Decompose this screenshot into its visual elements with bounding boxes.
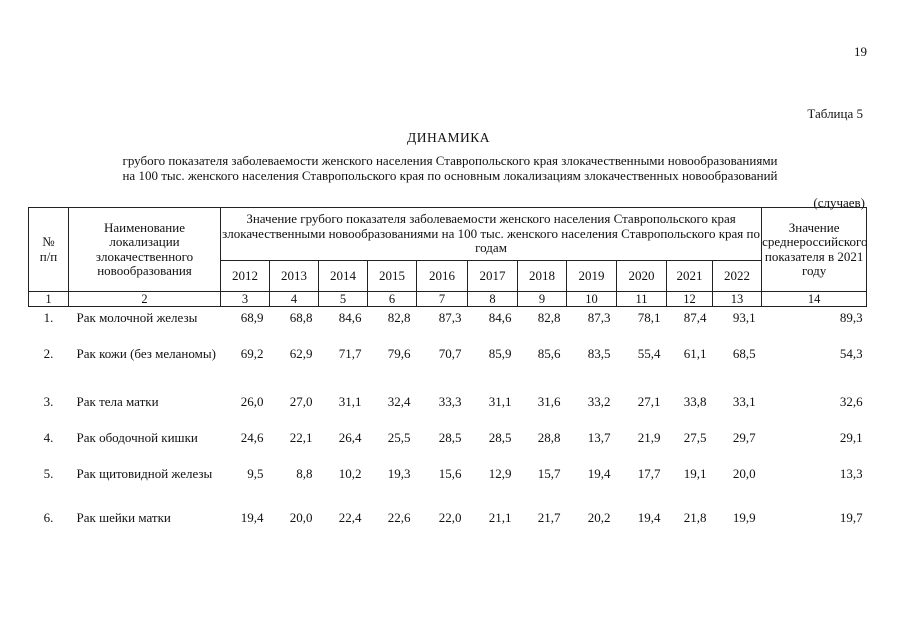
incidence-value: 31,6 — [537, 393, 561, 409]
row-index: 4. — [43, 429, 54, 445]
column-number: 12 — [667, 292, 713, 307]
incidence-value: 19,9 — [732, 509, 756, 525]
incidence-value: 84,6 — [338, 310, 362, 325]
incidence-value: 32,4 — [387, 393, 411, 409]
incidence-value: 20,0 — [289, 509, 313, 525]
table-row — [29, 391, 867, 427]
russia-average-value: 19,7 — [839, 509, 863, 525]
incidence-value: 27,0 — [289, 393, 313, 409]
incidence-value: 20,2 — [587, 509, 611, 525]
localization-name: Рак кожи (без меланомы) — [76, 345, 216, 361]
column-number: 5 — [319, 292, 368, 307]
column-number: 14 — [762, 292, 867, 307]
table-row — [29, 463, 867, 507]
incidence-value: 85,6 — [537, 345, 561, 361]
incidence-value: 27,1 — [637, 393, 661, 409]
localization-name: Рак ободочной кишки — [76, 429, 198, 445]
header-year: 2014 — [319, 261, 368, 292]
incidence-value: 22,1 — [289, 429, 313, 445]
document-title: ДИНАМИКА — [407, 130, 490, 145]
header-year: 2016 — [417, 261, 468, 292]
table-row — [29, 307, 867, 343]
incidence-value: 8,8 — [296, 465, 313, 481]
russia-average-value: 89,3 — [839, 310, 863, 325]
incidence-value: 28,5 — [488, 429, 512, 445]
column-number: 11 — [617, 292, 667, 307]
incidence-value: 68,8 — [289, 310, 313, 325]
incidence-value: 68,5 — [732, 345, 756, 361]
incidence-value: 21,8 — [683, 509, 707, 525]
russia-average-value: 29,1 — [839, 429, 863, 445]
incidence-value: 27,5 — [683, 429, 707, 445]
russia-average-value: 54,3 — [839, 345, 863, 361]
incidence-value: 78,1 — [637, 310, 661, 325]
incidence-table — [28, 207, 867, 543]
header-year: 2013 — [270, 261, 319, 292]
header-year: 2018 — [518, 261, 567, 292]
table-row — [29, 427, 867, 463]
localization-name: Рак тела матки — [76, 393, 159, 409]
incidence-value: 68,9 — [240, 310, 264, 325]
column-number: 3 — [221, 292, 270, 307]
header-year: 2015 — [368, 261, 417, 292]
russia-average-value: 32,6 — [839, 393, 863, 409]
incidence-value: 28,5 — [438, 429, 462, 445]
column-number: 8 — [468, 292, 518, 307]
localization-name: Рак молочной железы — [76, 310, 198, 325]
incidence-value: 87,3 — [587, 310, 611, 325]
column-number: 10 — [567, 292, 617, 307]
incidence-value: 93,1 — [732, 310, 756, 325]
header-year: 2017 — [468, 261, 518, 292]
incidence-value: 82,8 — [537, 310, 561, 325]
incidence-value: 87,3 — [438, 310, 462, 325]
header-year: 2012 — [221, 261, 270, 292]
header-number: № п/п — [29, 208, 69, 292]
row-index: 1. — [43, 310, 54, 325]
incidence-value: 21,9 — [637, 429, 661, 445]
localization-name: Рак щитовидной железы — [76, 465, 213, 481]
incidence-value: 85,9 — [488, 345, 512, 361]
incidence-value: 79,6 — [387, 345, 411, 361]
incidence-value: 19,4 — [587, 465, 611, 481]
incidence-value: 21,1 — [488, 509, 512, 525]
header-year: 2019 — [567, 261, 617, 292]
row-index: 2. — [43, 345, 54, 361]
incidence-value: 15,6 — [438, 465, 462, 481]
incidence-value: 24,6 — [240, 429, 264, 445]
incidence-value: 9,5 — [247, 465, 264, 481]
units-label: (случаев) — [813, 195, 865, 210]
subtitle-line-1: грубого показателя заболеваемости женского населения Ставропольского края злокачественными новообразованиями — [122, 153, 778, 168]
row-index: 3. — [43, 393, 54, 409]
incidence-value: 12,9 — [488, 465, 512, 481]
incidence-value: 19,4 — [637, 509, 661, 525]
incidence-value: 84,6 — [488, 310, 512, 325]
incidence-value: 71,7 — [338, 345, 362, 361]
incidence-value: 26,0 — [240, 393, 264, 409]
column-number: 7 — [417, 292, 468, 307]
document-subtitle — [40, 153, 860, 183]
incidence-value: 20,0 — [732, 465, 756, 481]
incidence-value: 17,7 — [637, 465, 661, 481]
incidence-value: 19,3 — [387, 465, 411, 481]
header-year: 2020 — [617, 261, 667, 292]
incidence-value: 10,2 — [338, 465, 362, 481]
column-number: 13 — [713, 292, 762, 307]
incidence-value: 22,6 — [387, 509, 411, 525]
subtitle-line-2: на 100 тыс. женского населения Ставропольского края по основным локализациям злокачественных новообразований — [122, 168, 778, 183]
incidence-value: 33,1 — [732, 393, 756, 409]
column-number: 1 — [29, 292, 69, 307]
column-number: 4 — [270, 292, 319, 307]
incidence-value: 33,3 — [438, 393, 462, 409]
incidence-value: 25,5 — [387, 429, 411, 445]
incidence-value: 22,0 — [438, 509, 462, 525]
incidence-value: 19,1 — [683, 465, 707, 481]
incidence-value: 87,4 — [683, 310, 707, 325]
localization-name: Рак шейки матки — [76, 509, 171, 525]
incidence-value: 31,1 — [338, 393, 362, 409]
column-number: 2 — [69, 292, 221, 307]
incidence-value: 70,7 — [438, 345, 462, 361]
incidence-value: 31,1 — [488, 393, 512, 409]
incidence-value: 15,7 — [537, 465, 561, 481]
incidence-value: 29,7 — [732, 429, 756, 445]
table-row — [29, 343, 867, 391]
incidence-value: 82,8 — [387, 310, 411, 325]
column-number: 9 — [518, 292, 567, 307]
table-label: Таблица 5 — [807, 106, 863, 121]
incidence-value: 55,4 — [637, 345, 661, 361]
page-number: 19 — [854, 44, 867, 59]
incidence-value: 61,1 — [683, 345, 707, 361]
row-index: 5. — [43, 465, 54, 481]
russia-average-value: 13,3 — [839, 465, 863, 481]
header-localization: Наименование локализации злокачественного новообразования — [69, 208, 221, 292]
header-year: 2022 — [713, 261, 762, 292]
header-russia-average: Значение среднероссийского показателя в 2021 году — [762, 208, 867, 292]
row-index: 6. — [43, 509, 54, 525]
incidence-value: 28,8 — [537, 429, 561, 445]
incidence-value: 33,8 — [683, 393, 707, 409]
incidence-value: 69,2 — [240, 345, 264, 361]
incidence-value: 26,4 — [338, 429, 362, 445]
column-number: 6 — [368, 292, 417, 307]
header-year: 2021 — [667, 261, 713, 292]
incidence-value: 19,4 — [240, 509, 264, 525]
incidence-value: 62,9 — [289, 345, 313, 361]
incidence-value: 83,5 — [587, 345, 611, 361]
header-value-group: Значение грубого показателя заболеваемости женского населения Ставропольского края злокачественными новообразованиями на 100 тыс. женского населения Ставропольского края по годам — [221, 208, 762, 261]
incidence-value: 13,7 — [587, 429, 611, 445]
table-row — [29, 507, 867, 543]
incidence-value: 33,2 — [587, 393, 611, 409]
incidence-value: 22,4 — [338, 509, 362, 525]
incidence-value: 21,7 — [537, 509, 561, 525]
